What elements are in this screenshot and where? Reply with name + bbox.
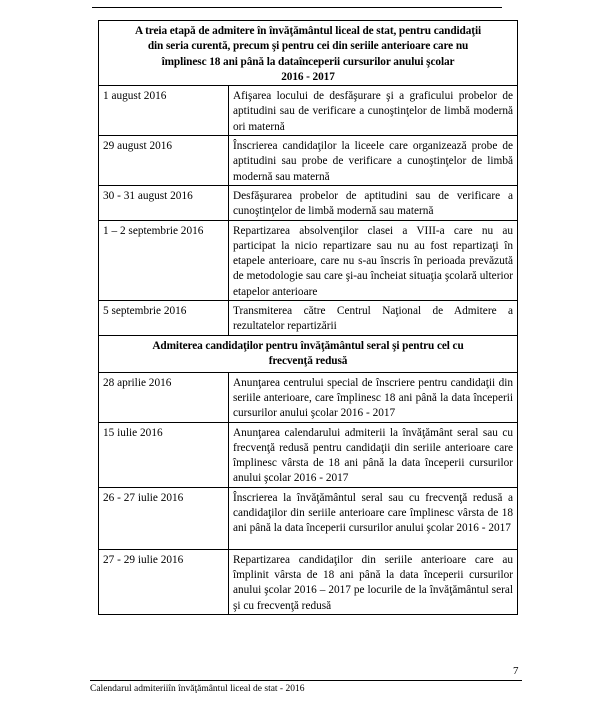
table-row — [99, 549, 518, 614]
date-cell: 1 august 2016 — [99, 86, 229, 136]
date-cell: 28 aprilie 2016 — [99, 372, 229, 422]
activity-cell: Repartizarea absolvenţilor clasei a VIII-a care nu au participat la nicio repartizare sau nu au fost repartizaţi în etapele anterioare, care nu s-au înscris în perioada prevăzută de metodologie sau care şi-au încheiat situaţia şcolară ulterior etapelor anterioare — [229, 220, 518, 300]
date-cell: 27 - 29 iulie 2016 — [99, 549, 229, 614]
admission-calendar-table — [98, 20, 518, 615]
date-cell: 29 august 2016 — [99, 136, 229, 186]
table-row — [99, 136, 518, 186]
header-rule — [92, 7, 502, 8]
section-header-row — [99, 335, 518, 372]
section1-title-line: din seria curentă, precum şi pentru cei din seriile anterioare care nu — [147, 40, 469, 53]
table-row — [99, 301, 518, 336]
section1-title-line: A treia etapă de admitere în învăţământul liceal de stat, pentru candidaţii — [134, 25, 482, 37]
activity-cell: Repartizarea candidaţilor din seriile anterioare care au împlinit vârsta de 18 ani până la data începerii cursurilor anului şcolar 2016 – 2017 pe locurile de la învăţământul seral şi cu frecvenţă redusă — [229, 549, 518, 614]
activity-cell: Transmiterea către Centrul Naţional de Admitere a rezultatelor repartizării — [229, 301, 518, 336]
activity-cell: Anunţarea calendarului admiterii la învăţământ seral sau cu frecvenţă redusă pentru candidaţii din seriile anterioare care împlinesc vârsta de 18 ani până la data începerii cursurilor anului şcolar 2016 - 2017 — [229, 422, 518, 487]
date-cell: 26 - 27 iulie 2016 — [99, 487, 229, 549]
page-number: 7 — [513, 665, 519, 677]
section2-title-line: frecvenţă redusă — [268, 354, 348, 367]
section1-title — [99, 21, 518, 86]
section2-title-line: Admiterea candidaţilor pentru învăţământul seral şi pentru cel cu — [152, 339, 464, 352]
table-row — [99, 372, 518, 422]
date-cell: 30 - 31 august 2016 — [99, 185, 229, 220]
date-cell: 15 iulie 2016 — [99, 422, 229, 487]
activity-cell: Înscrierea la învăţământul seral sau cu frecvenţă redusă a candidaţilor din seriile anterioare care împlinesc vârsta de 18 ani până la data începerii cursurilor anului şcolar 2016 - 2017 — [229, 487, 518, 549]
section2-title — [99, 335, 518, 372]
activity-cell: Desfăşurarea probelor de aptitudini sau de verificare a cunoştinţelor de limbă modernă sau maternă — [229, 185, 518, 220]
section1-title-line: 2016 - 2017 — [281, 70, 335, 83]
table-row — [99, 185, 518, 220]
activity-cell: Anunţarea centrului special de înscriere pentru candidaţii din seriile anterioare, care împlinesc 18 ani până la data începerii cursurilor anului şcolar 2016 - 2017 — [229, 372, 518, 422]
table-row — [99, 86, 518, 136]
footer-rule — [90, 680, 522, 681]
table-row — [99, 487, 518, 549]
footer-text: Calendarul admiteriiîn învăţământul liceal de stat - 2016 — [90, 684, 305, 694]
activity-cell: Înscrierea candidaţilor la liceele care organizează probe de aptitudini sau probe de verificare a cunoştinţelor de limbă modernă sau maternă — [229, 136, 518, 186]
date-cell: 5 septembrie 2016 — [99, 301, 229, 336]
table-row — [99, 422, 518, 487]
activity-cell: Afişarea locului de desfăşurare şi a graficului probelor de aptitudini sau de verificare a cunoştinţelor de limbă modernă ori maternă — [229, 86, 518, 136]
section1-title-line: împlinesc 18 ani până la dataînceperii cursurilor anului şcolar — [161, 55, 455, 68]
table-row — [99, 220, 518, 300]
section-header-row — [99, 21, 518, 86]
date-cell: 1 – 2 septembrie 2016 — [99, 220, 229, 300]
